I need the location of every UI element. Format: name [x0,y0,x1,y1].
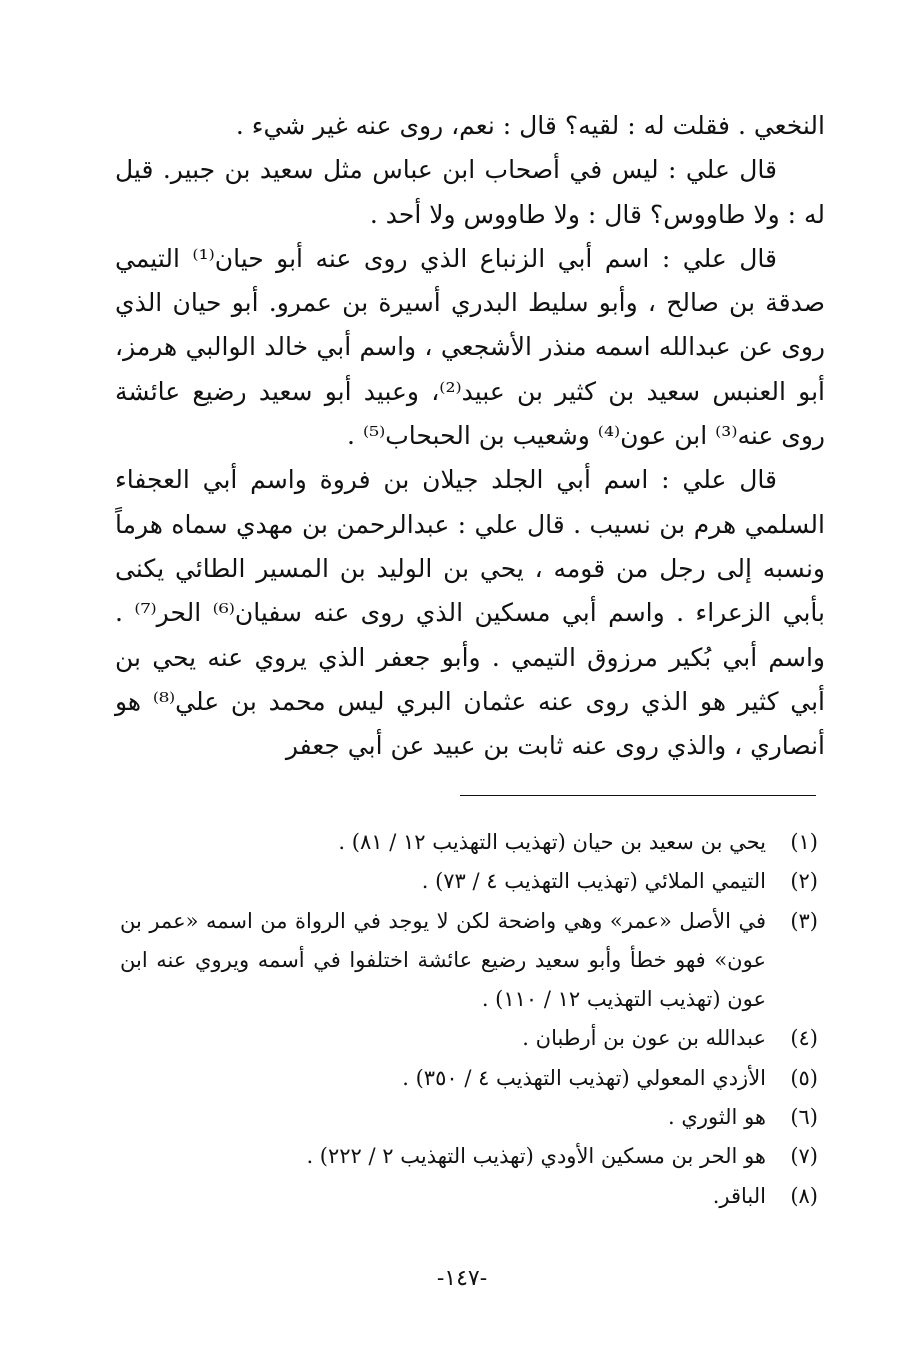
footnote-number: (١) [790,830,818,854]
footnote-6 [120,1098,818,1137]
footnote-number: (٢) [790,869,818,894]
footnote-text: الباقر. [712,1183,766,1208]
footnote-number: (٦) [790,1105,818,1130]
main-text [115,104,825,768]
footnote-7 [120,1137,818,1176]
paragraph: قال علي : ليس في أصحاب ابن عباس مثل سعيد بن جبير. قيل له : ولا طاووس؟ قال : ولا طاووس ولا أحد . [115,155,825,229]
footnote-number: (٧) [790,1144,818,1169]
footnote-1 [120,823,818,862]
footnote-number: (٥) [790,1065,818,1090]
footnote-8 [120,1177,818,1216]
page-number: -١٤٧- [436,1266,488,1291]
footnote-separator [460,795,816,796]
footnote-5 [120,1059,818,1098]
footnote-number: (٨) [790,1183,818,1208]
footnotes [120,823,818,1216]
footnote-text: التيمي الملائي (تهذيب التهذيب ٤ / ٧٣) . [421,869,766,894]
footnote-2 [120,862,818,901]
paragraph: قال علي : اسم أبي الزنباع الذي روى عنه أبو حيان⁽¹⁾ التيمي صدقة بن صالح ، وأبو سليط البدري أسيرة بن عمرو. أبو حيان الذي روى عن عبدالله اسمه منذر الأشجعي ، واسم أبي خالد الوالبي هرمز، أبو العنبس سعيد بن كثير بن عبيد⁽²⁾، وعبيد أبو سعيد رضيع عائشة روى عنه⁽³⁾ ابن عون⁽⁴⁾ وشعيب بن الحبحاب⁽⁵⁾ . [115,243,825,451]
paragraph: قال علي : اسم أبي الجلد جيلان بن فروة واسم أبي العجفاء السلمي هرم بن نسيب . قال علي : عبدالرحمن بن مهدي سماه هرماً ونسبه إلى رجل من قومه ، يحي بن الوليد بن المسير الطائي يكنى بأبي الزعراء . واسم أبي مسكين الذي روى عنه سفيان⁽⁶⁾ الحر⁽⁷⁾ . واسم أبي بُكير مرزوق التيمي . وأبو جعفر الذي يروي عنه يحي بن أبي كثير هو الذي روى عنه عثمان البري ليس محمد بن علي⁽⁸⁾ هو أنصاري ، والذي روى عنه ثابت بن عبيد عن أبي جعفر [115,465,826,761]
footnote-3 [120,902,818,1020]
footnote-4 [120,1019,818,1058]
footnote-text: هو الثوري . [668,1105,766,1130]
footnote-text: هو الحر بن مسكين الأودي (تهذيب التهذيب ٢ / ٢٢٢) . [306,1144,766,1169]
footnote-text: يحي بن سعيد بن حيان (تهذيب التهذيب ١٢ / ٨١) . [338,830,766,854]
footnote-number: (٣) [790,908,818,933]
paragraph-continuation: النخعي . فقلت له : لقيه؟ قال : نعم، روى عنه غير شيء . [235,111,825,140]
footnote-number: (٤) [790,1026,818,1051]
footnote-text: الأزدي المعولي (تهذيب التهذيب ٤ / ٣٥٠) . [402,1065,766,1090]
footnote-text: عبدالله بن عون بن أرطبان . [522,1026,766,1051]
footnote-text: في الأصل «عمر» وهي واضحة لكن لا يوجد في الرواة من اسمه «عمر بن عون» فهو خطأ وأبو سعيد رضيع عائشة اختلفوا في أسمه ويروي عنه ابن عون (تهذيب التهذيب ١٢ / ١١٠) . [120,908,766,1012]
